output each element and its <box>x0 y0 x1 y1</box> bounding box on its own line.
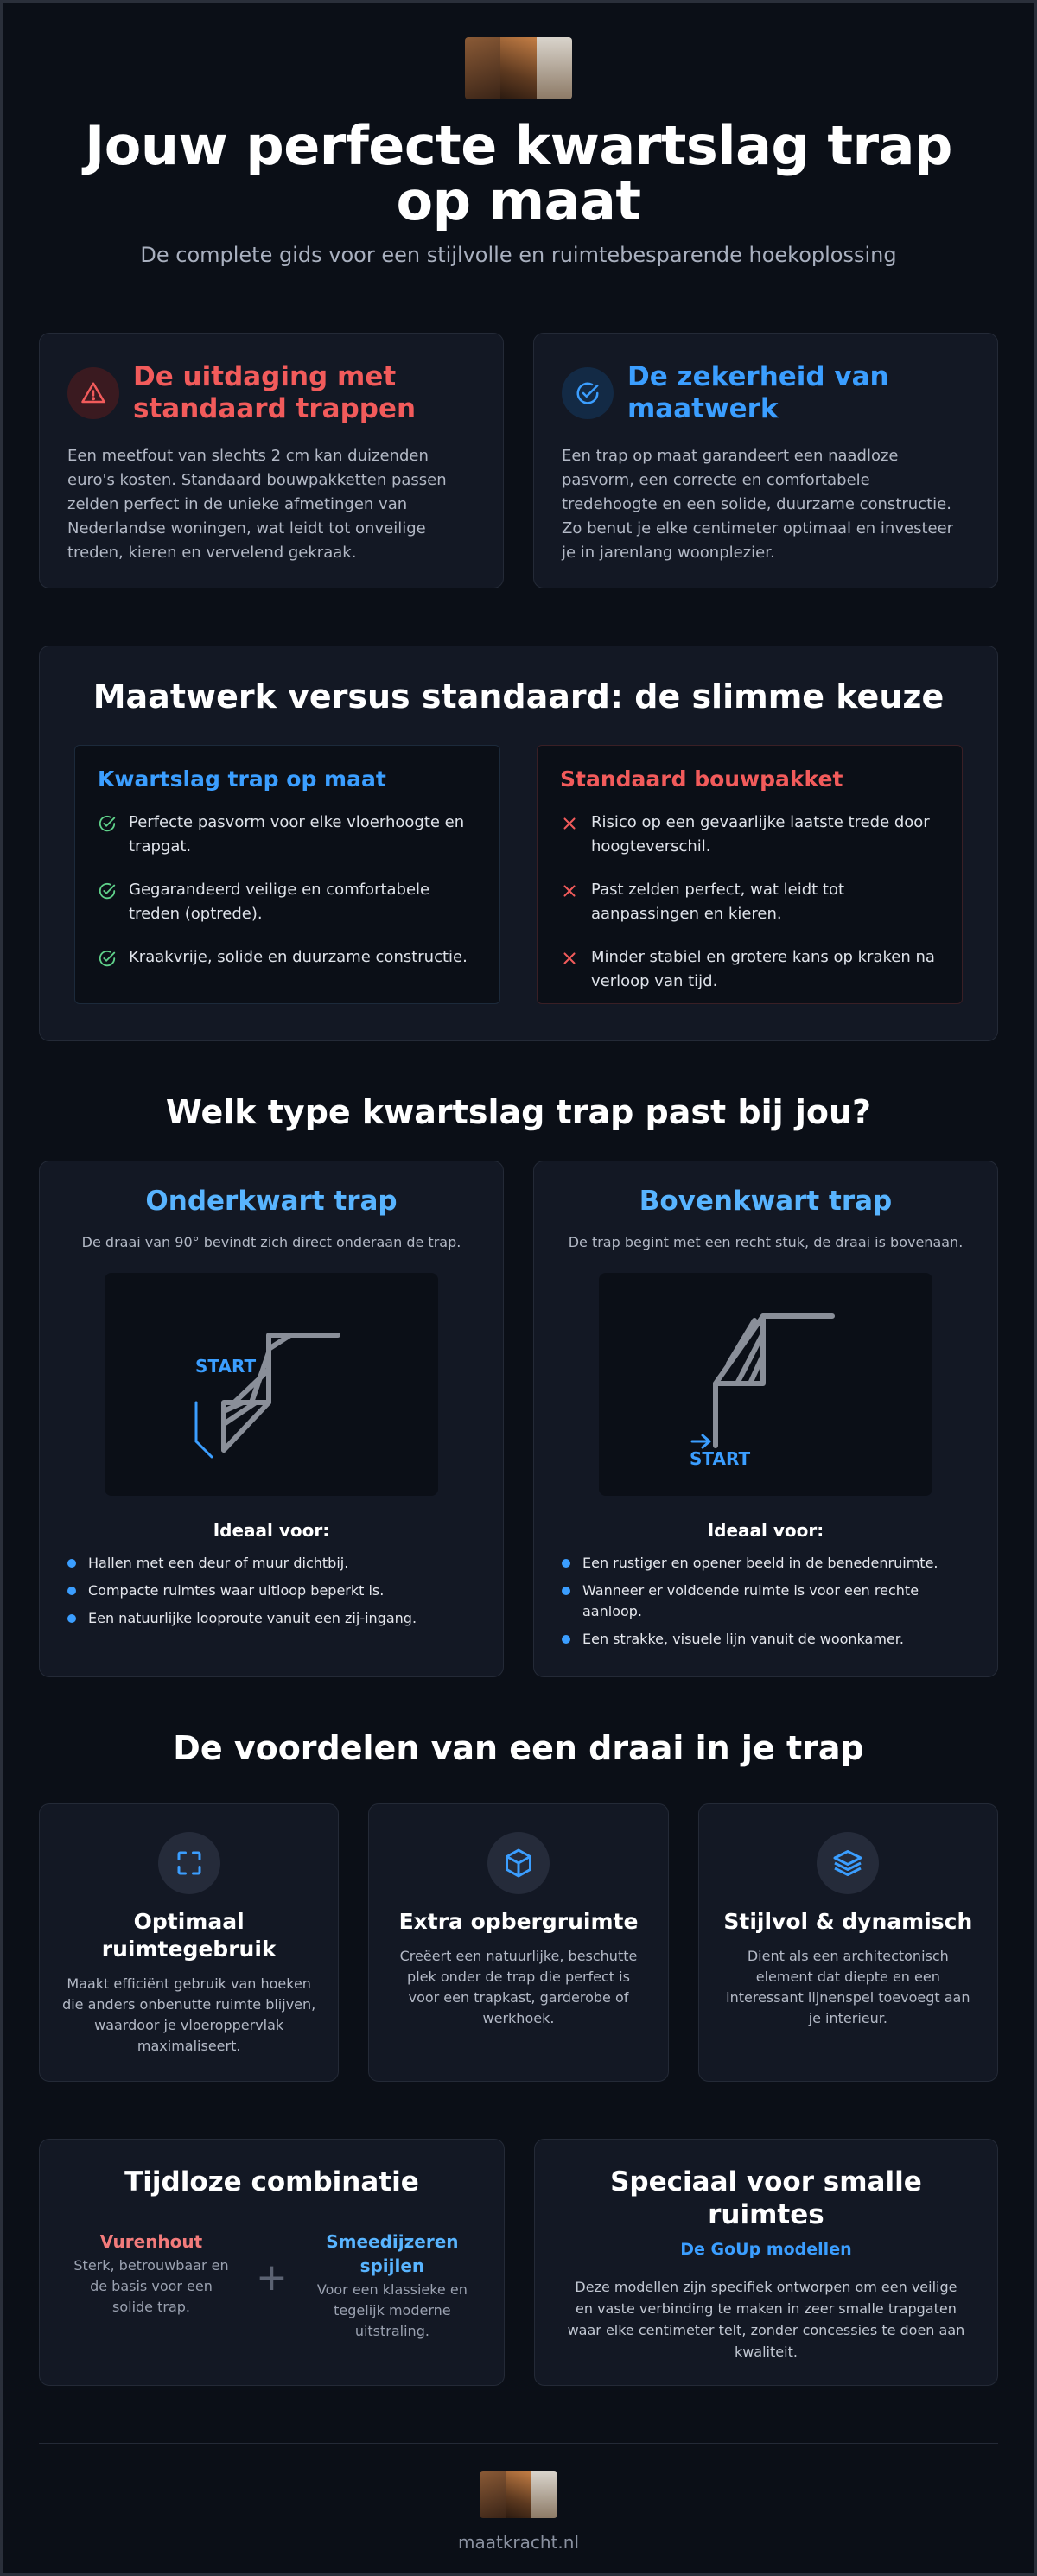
list-item <box>562 1629 970 1650</box>
layers-icon <box>817 1832 879 1894</box>
upper-quarter-title: Bovenkwart trap <box>639 1186 893 1217</box>
types-title: Welk type kwartslag trap past bij jou? <box>165 1093 872 1131</box>
list-item <box>560 811 939 859</box>
benefit-card-space <box>39 1803 339 2082</box>
iron-text: Voor een klassieke en tegelijk moderne uitstraling. <box>316 2281 468 2339</box>
narrow-title: Speciaal voor smalle ruimtes <box>610 2166 922 2230</box>
page-subtitle: De complete gids voor een stijlvolle en ruimtebesparende hoekoplossing <box>140 243 897 267</box>
list-item-text: Compacte ruimtes waar uitloop beperkt is. <box>88 1582 385 1599</box>
list-item-text: Wanneer er voldoende ruimte is voor een rechte aanloop. <box>582 1582 919 1619</box>
upper-quarter-diagram <box>599 1273 932 1496</box>
bullet-icon <box>562 1635 570 1644</box>
custom-column-title: Kwartslag trap op maat <box>98 766 386 792</box>
header-logo-wrap <box>39 3 998 99</box>
list-item-text: Kraakvrije, solide en duurzame constructie. <box>129 948 468 966</box>
certainty-card <box>533 333 998 588</box>
box-icon <box>487 1832 550 1894</box>
list-item <box>67 1581 475 1601</box>
bullet-icon <box>67 1559 76 1568</box>
list-item <box>562 1553 970 1574</box>
bullet-icon <box>67 1614 76 1623</box>
benefit-title: Extra opbergruimte <box>398 1909 639 1934</box>
page <box>3 3 1034 2553</box>
challenge-card <box>39 333 504 588</box>
bullet-icon <box>67 1587 76 1595</box>
wood-part <box>69 2229 233 2318</box>
challenge-title: De uitdaging met standaard trappen <box>133 361 417 424</box>
comparison-title: Maatwerk versus standaard: de slimme keuze <box>92 677 945 716</box>
benefit-card-storage <box>368 1803 668 2082</box>
check-icon <box>98 949 117 968</box>
start-label: START <box>690 1448 751 1469</box>
warning-icon <box>67 367 119 419</box>
bullet-icon <box>562 1587 570 1595</box>
combination-card <box>39 2139 505 2386</box>
logo-image[interactable] <box>465 37 572 99</box>
custom-column <box>74 745 500 1004</box>
list-item <box>560 945 939 994</box>
certainty-text: Een trap op maat garandeert een naadloze pasvorm, een correcte en comfortabele tredehoogte en een solide, duurzame constructie. Zo benut je elke centimeter optimaal en investeer je in jarenlang woonplezier. <box>562 447 954 562</box>
benefit-title: Optimaal ruimtegebruik <box>101 1909 277 1962</box>
lower-quarter-card <box>39 1161 504 1677</box>
comparison-section <box>39 646 998 1041</box>
start-label: START <box>195 1356 257 1377</box>
expand-icon <box>158 1832 220 1894</box>
list-item <box>98 945 477 970</box>
plus-icon: + <box>256 2255 288 2299</box>
check-icon <box>98 814 117 833</box>
wood-name: Vurenhout <box>99 2231 203 2252</box>
bullet-icon <box>562 1559 570 1568</box>
list-item-text: Perfecte pasvorm voor elke vloerhoogte en trapgat. <box>129 813 465 855</box>
combination-title: Tijdloze combinatie <box>124 2166 419 2198</box>
iron-name: Smeedijzeren spijlen <box>326 2231 459 2276</box>
lower-quarter-diagram <box>105 1273 438 1496</box>
lower-quarter-desc: De draai van 90° bevindt zich direct onderaan de trap. <box>81 1234 461 1250</box>
upper-quarter-desc: De trap begint met een recht stuk, de draai is bovenaan. <box>568 1234 964 1250</box>
cross-icon <box>560 949 579 968</box>
list-item <box>562 1581 970 1622</box>
standard-column <box>537 745 963 1004</box>
ideal-list-upper <box>562 1553 970 1650</box>
footer-logo-image[interactable] <box>480 2471 557 2518</box>
stair-diagram-upper <box>599 1273 932 1496</box>
page-title: Jouw perfecte kwartslag trap op maat <box>85 114 952 232</box>
wood-text: Sterk, betrouwbaar en de basis voor een solide trap. <box>73 2257 229 2315</box>
benefits-title: De voordelen van een draai in je trap <box>173 1729 864 1767</box>
list-item <box>67 1608 475 1629</box>
benefit-text: Creëert een natuurlijke, beschutte plek onder de trap die perfect is voor een trapkast, garderobe of werkhoek. <box>399 1948 638 2026</box>
lower-quarter-title: Onderkwart trap <box>145 1186 398 1217</box>
standard-column-title: Standaard bouwpakket <box>560 766 843 792</box>
footer-site-link[interactable]: maatkracht.nl <box>458 2532 579 2553</box>
footer <box>39 2443 998 2553</box>
stair-diagram-lower <box>105 1273 438 1496</box>
list-item <box>98 811 477 859</box>
benefit-card-style <box>698 1803 998 2082</box>
challenge-text: Een meetfout van slechts 2 cm kan duizenden euro's kosten. Standaard bouwpakketten passen zelden perfect in de unieke afmetingen van Nederlandse woningen, wat leidt tot onveilige treden, kieren en vervelend gekraak. <box>67 447 447 562</box>
narrow-text: Deze modellen zijn specifiek ontworpen om een veilige en vaste verbinding te maken in zeer smalle trapgaten waar elke centimeter telt, zonder concessies te doen aan kwaliteit. <box>567 2279 965 2360</box>
benefit-title: Stijlvol & dynamisch <box>723 1909 973 1934</box>
intro-section <box>39 333 998 588</box>
list-item-text: Een strakke, visuele lijn vanuit de woonkamer. <box>582 1631 904 1647</box>
narrow-spaces-card <box>534 2139 998 2386</box>
bottom-section <box>39 2139 998 2386</box>
iron-part <box>310 2229 474 2342</box>
upper-quarter-card <box>533 1161 998 1677</box>
list-item <box>67 1553 475 1574</box>
check-icon <box>98 881 117 900</box>
cross-icon <box>560 881 579 900</box>
goup-subtitle: De GoUp modellen <box>680 2240 852 2259</box>
list-item-text: Een natuurlijke looproute vanuit een zij-ingang. <box>88 1610 417 1626</box>
list-item-text: Een rustiger en opener beeld in de benedenruimte. <box>582 1555 938 1571</box>
benefit-text: Dient als een architectonisch element dat diepte en een interessant lijnenspel toevoegt aan je interieur. <box>726 1948 970 2026</box>
benefits-section <box>39 1803 998 2082</box>
types-section <box>39 1161 998 1677</box>
list-item-text: Minder stabiel en grotere kans op kraken na verloop van tijd. <box>591 948 935 990</box>
list-item <box>98 878 477 926</box>
ideal-heading: Ideaal voor: <box>213 1520 330 1541</box>
list-item-text: Gegarandeerd veilige en comfortabele treden (optrede). <box>129 881 430 923</box>
certainty-title: De zekerheid van maatwerk <box>627 361 889 424</box>
ideal-heading: Ideaal voor: <box>707 1520 824 1541</box>
check-circle-icon <box>562 367 614 419</box>
list-item <box>560 878 939 926</box>
benefit-text: Maakt efficiënt gebruik van hoeken die anders onbenutte ruimte blijven, waardoor je vloeroppervlak maximaliseert. <box>62 1975 316 2054</box>
ideal-list-lower <box>67 1553 475 1629</box>
list-item-text: Hallen met een deur of muur dichtbij. <box>88 1555 349 1571</box>
list-item-text: Risico op een gevaarlijke laatste trede door hoogteverschil. <box>591 813 930 855</box>
list-item-text: Past zelden perfect, wat leidt tot aanpassingen en kieren. <box>591 881 845 923</box>
cross-icon <box>560 814 579 833</box>
